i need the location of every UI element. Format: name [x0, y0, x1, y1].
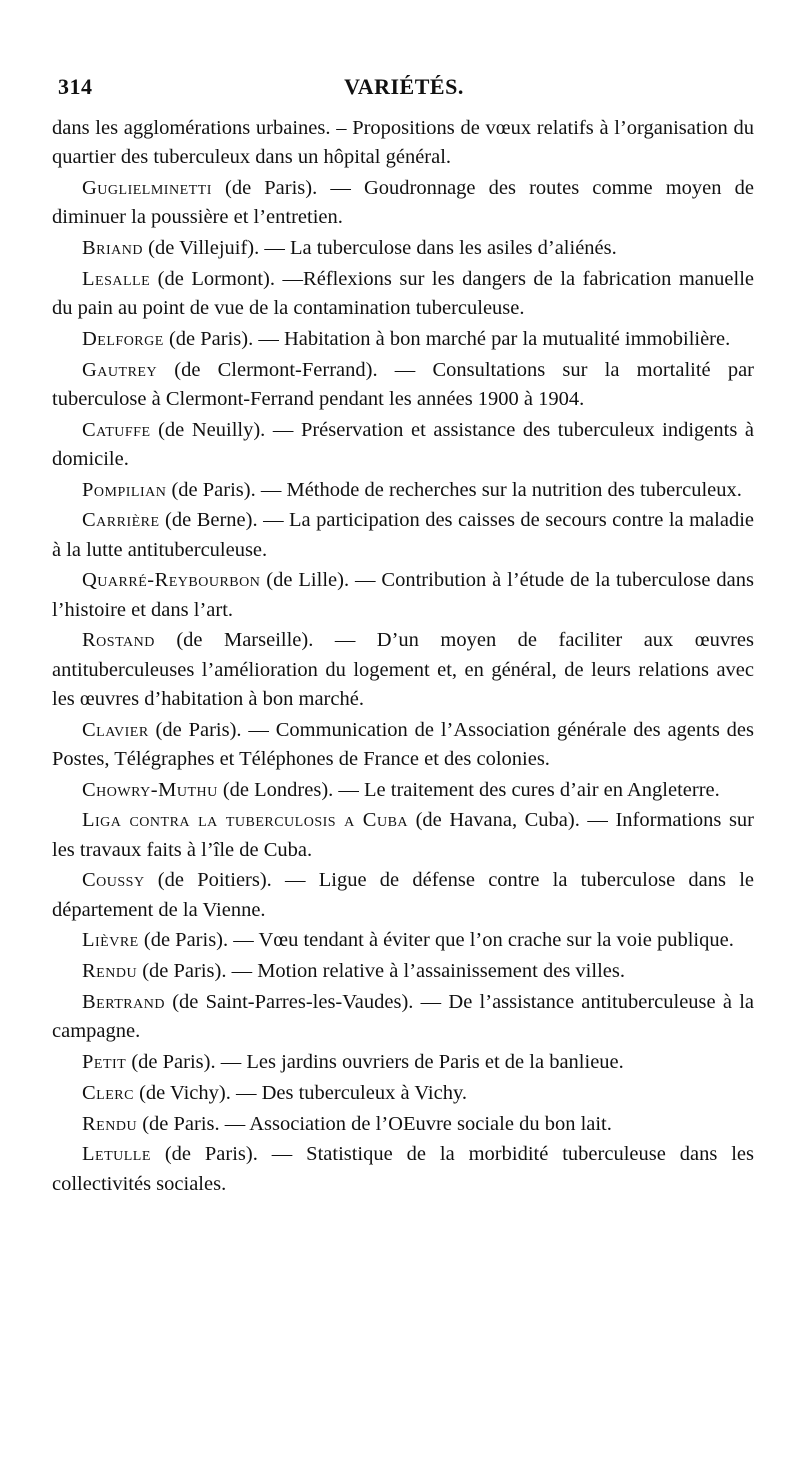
entry-text: (de Neuilly). — Préservation et assistance des tuberculeux indigents à domicile. [52, 418, 754, 470]
entry [52, 716, 754, 774]
author-name: Chowry-Muthu [82, 778, 218, 801]
author-name: Pompilian [82, 478, 167, 501]
author-name: Clavier [82, 718, 149, 741]
entry-text: (de Lormont). —Réflexions sur les dangers de la fabrication manuelle du pain au point de vue de la contamination tuberculeuse. [52, 267, 754, 319]
entry [52, 988, 754, 1046]
entry-text: (de Paris). — Habitation à bon marché par la mutualité immobilière. [163, 327, 731, 350]
continuation-paragraph: dans les agglomérations urbaines. – Propositions de vœux relatifs à l’organisation du quartier des tuberculeux dans un hôpital général. [52, 117, 754, 169]
author-name: Rendu [82, 960, 138, 983]
author-name: Liga contra la tuberculosis a Cuba [82, 809, 409, 832]
entry [52, 416, 754, 474]
entry [52, 1079, 754, 1108]
author-name: Rendu [82, 1112, 138, 1135]
entry [52, 806, 754, 864]
entry-text: (de Poitiers). — Ligue de défense contre la tuberculose dans le département de la Vienne. [52, 869, 754, 921]
page-body [52, 114, 754, 1200]
author-name: Gautrey [82, 358, 158, 381]
author-name: Delforge [82, 327, 164, 350]
entry-text: (de Clermont-Ferrand). — Consultations sur la mortalité par tuberculose à Clermont-Ferrand pendant les années 1900 à 1904. [52, 358, 754, 410]
entry [52, 566, 754, 624]
entry-text: (de Havana, Cuba). — Informations sur les travaux faits à l’île de Cuba. [52, 809, 754, 861]
author-name: Coussy [82, 869, 145, 892]
entry-text: (de Lille). — Contribution à l’étude de la tuberculose dans l’histoire et dans l’art. [52, 569, 754, 621]
entry [52, 174, 754, 232]
entry-text: (de Paris). — Méthode de recherches sur la nutrition des tuberculeux. [166, 478, 742, 501]
entry-text: (de Paris). — Les jardins ouvriers de Paris et de la banlieue. [126, 1050, 624, 1073]
entry-text: (de Berne). — La participation des caisses de secours contre la maladie à la lutte antituberculeuse. [52, 509, 754, 561]
entry [52, 1140, 754, 1198]
entry [52, 957, 754, 986]
entry-text: (de Paris). — Motion relative à l’assainissement des villes. [137, 960, 625, 983]
entry [52, 1048, 754, 1077]
page-number: 314 [58, 74, 93, 99]
entry [52, 476, 754, 505]
author-name: Rostand [82, 629, 155, 652]
entry-text: (de Marseille). — D’un moyen de faciliter aux œuvres antituberculeuses l’amélioration du logement et, en général, de leurs relations avec les œuvres d’habitation à bon marché. [52, 629, 754, 710]
entry [52, 234, 754, 263]
entry-text: (de Paris). — Goudronnage des routes comme moyen de diminuer la poussière et l’entretien. [52, 177, 754, 229]
entry-text: (de Paris). — Communication de l’Association générale des agents des Postes, Télégraphes et Téléphones de France et des colonies. [52, 718, 754, 770]
entry [52, 926, 754, 955]
entry-text: (de Londres). — Le traitement des cures d’air en Angleterre. [217, 778, 720, 801]
entry-text: (de Saint-Parres-les-Vaudes). — De l’assistance antituberculeuse à la campagne. [52, 990, 754, 1043]
running-header [58, 74, 750, 108]
author-name: Bertrand [82, 990, 165, 1013]
entry [52, 356, 754, 414]
entry-text: (de Paris). — Statistique de la morbidité tuberculeuse dans les collectivités sociales. [52, 1143, 754, 1195]
author-name: Catuffe [82, 418, 151, 441]
entry-text: (de Paris. — Association de l’OEuvre sociale du bon lait. [137, 1112, 612, 1135]
entry-text: (de Paris). — Vœu tendant à éviter que l’on crache sur la voie publique. [138, 929, 734, 952]
author-name: Petit [82, 1050, 127, 1073]
author-name: Guglielminetti [82, 177, 212, 199]
entry [52, 1110, 754, 1139]
entry-text: (de Villejuif). — La tuberculose dans les asiles d’aliénés. [143, 237, 617, 259]
author-name: Quarré-Reybourbon [82, 569, 261, 592]
entry [52, 265, 754, 323]
entry-text: (de Vichy). — Des tuberculeux à Vichy. [133, 1081, 467, 1104]
author-name: Carrière [82, 509, 160, 532]
entry [52, 325, 754, 354]
author-name: Clerc [82, 1081, 134, 1104]
entry [52, 866, 754, 924]
author-name: Briand [82, 237, 144, 259]
entry [52, 776, 754, 805]
entry [52, 506, 754, 564]
author-name: Lesalle [82, 267, 151, 290]
author-name: Lièvre [82, 929, 139, 952]
running-title: VARIÉTÉS. [344, 74, 464, 99]
author-name: Letulle [82, 1143, 151, 1166]
entry [52, 626, 754, 714]
